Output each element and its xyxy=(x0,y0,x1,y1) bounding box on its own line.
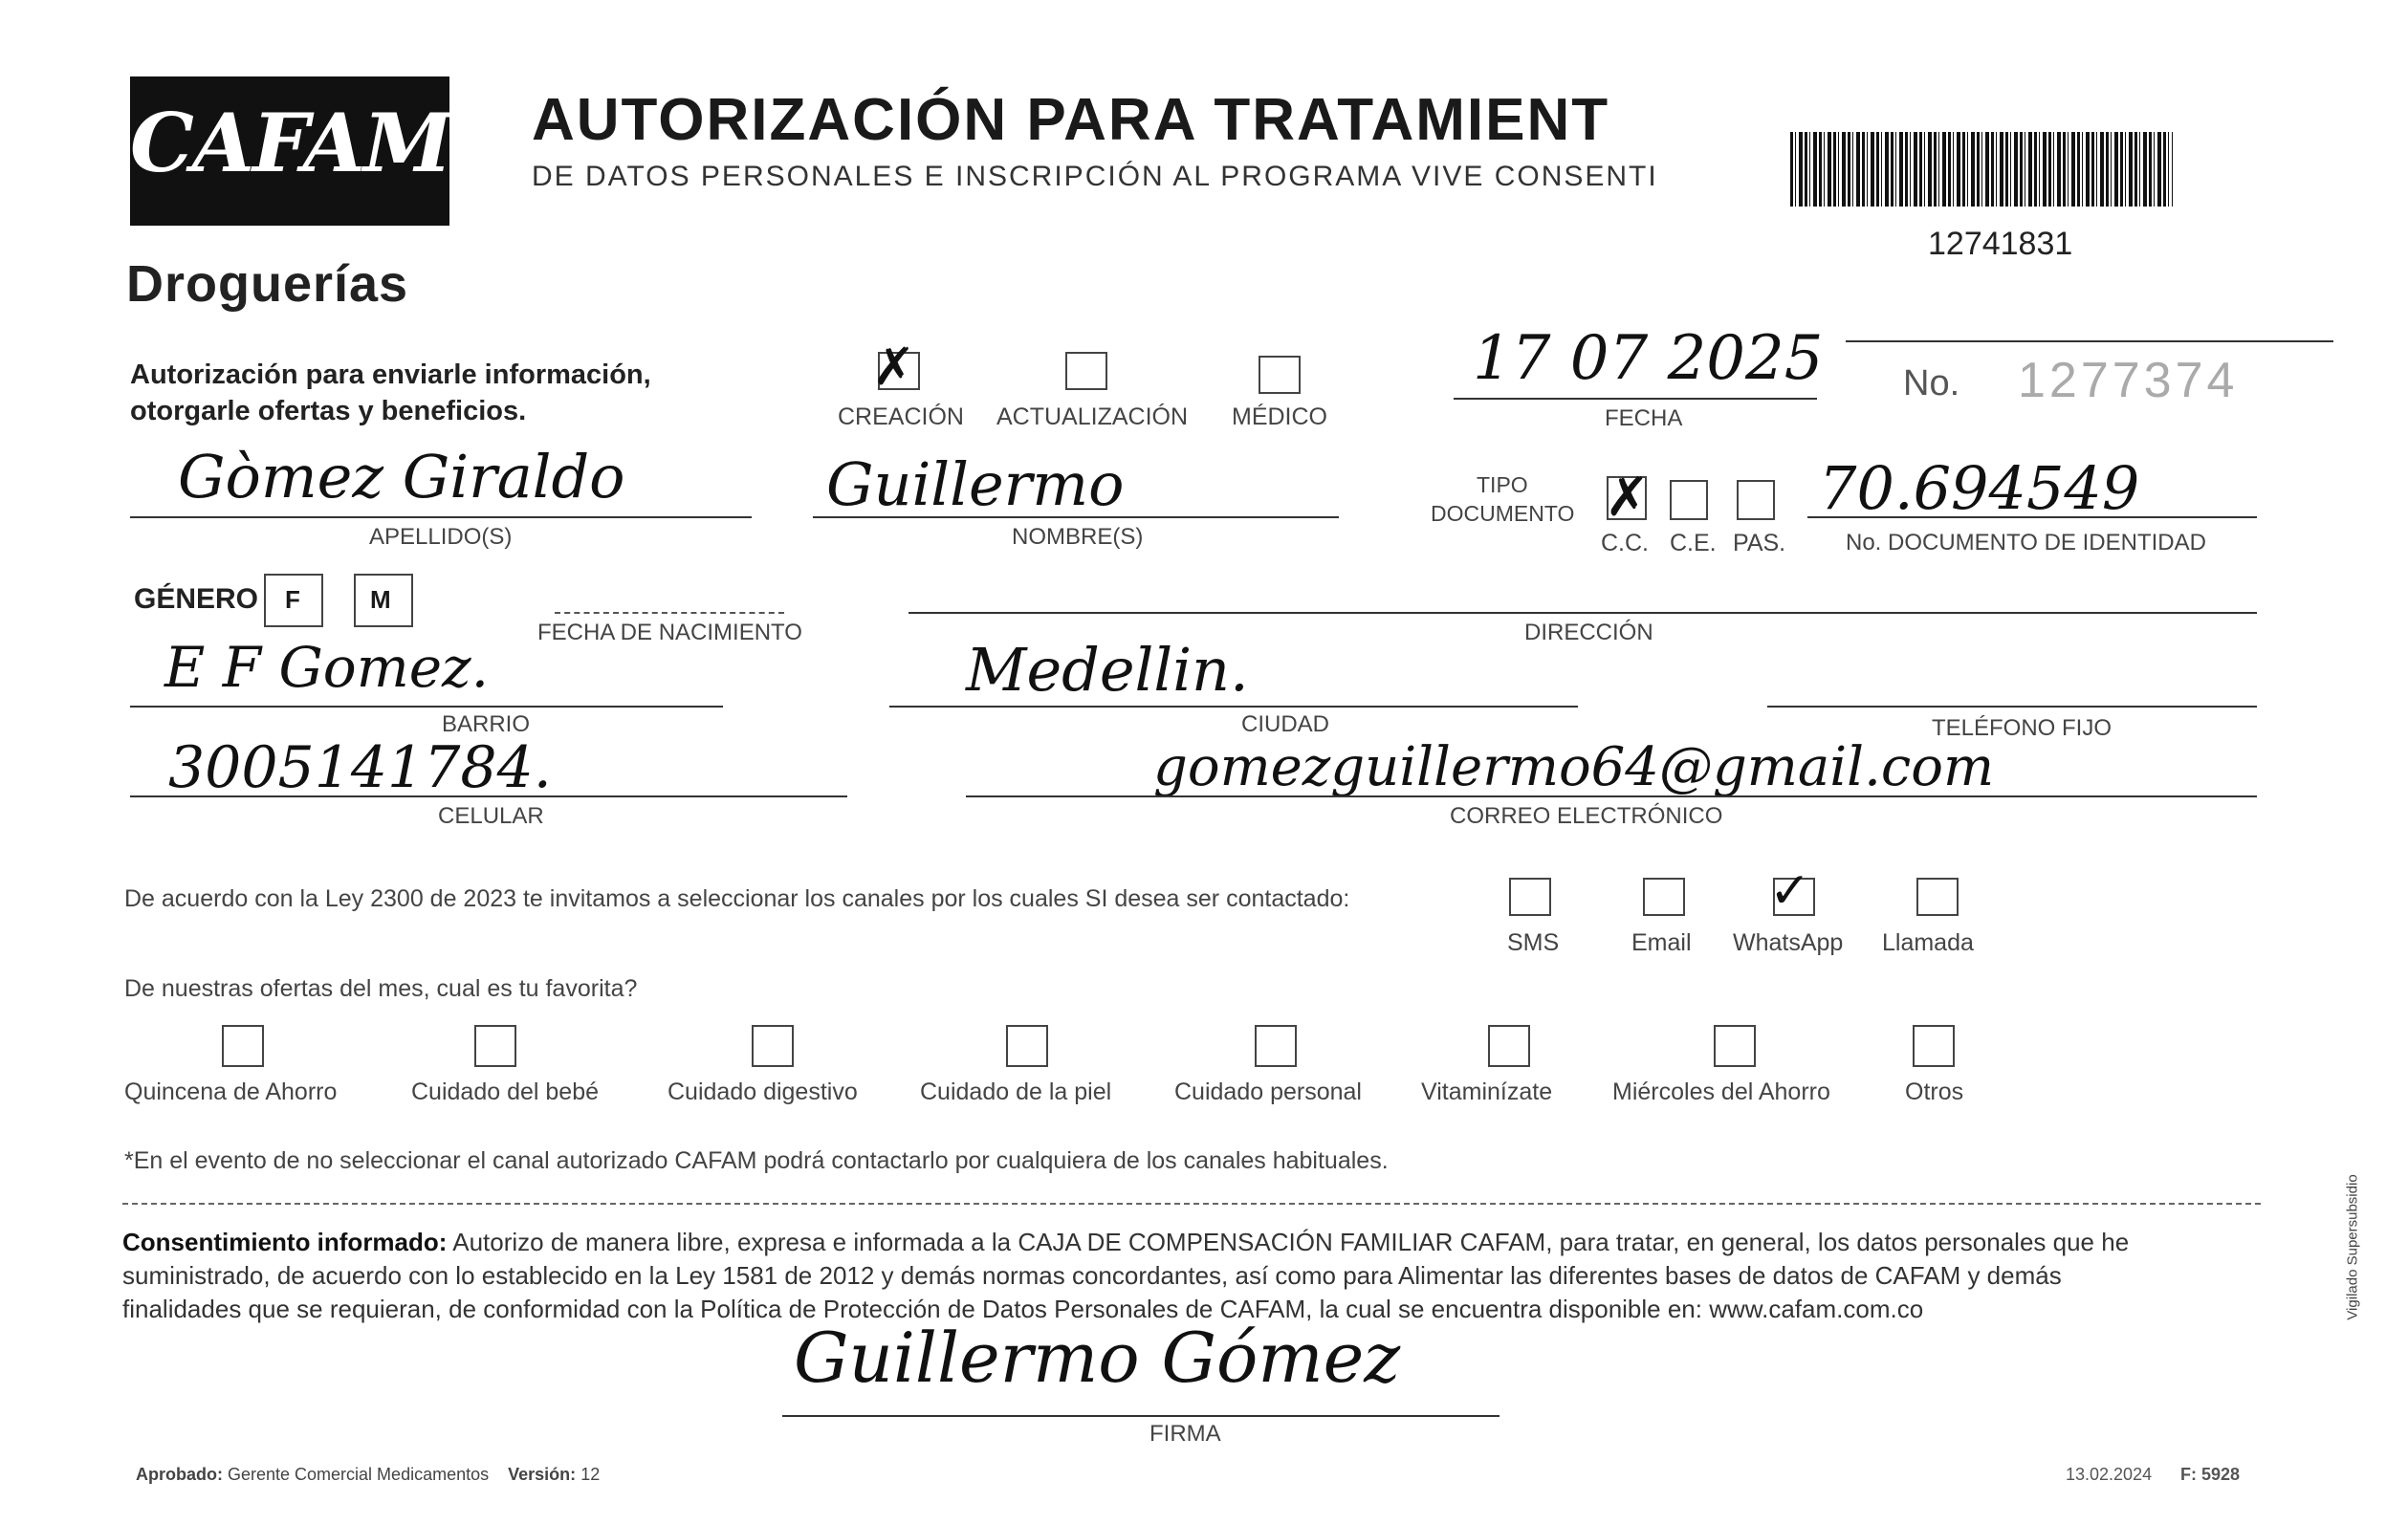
intro-text-line2: otorgarle ofertas y beneficios. xyxy=(130,396,527,426)
supervision-side-text xyxy=(2337,1147,2375,1358)
nombres-underline xyxy=(813,516,1339,518)
offer-vitaminizate-label: Vitaminízate xyxy=(1421,1078,1553,1105)
offer-digestivo-label: Cuidado digestivo xyxy=(668,1078,858,1105)
channel-note: *En el evento de no seleccionar el canal autorizado CAFAM podrá contactarlo por cualquiera de los canales habituales. xyxy=(124,1147,1389,1174)
barcode xyxy=(1790,132,2173,207)
offer-quincena-label: Quincena de Ahorro xyxy=(124,1078,338,1105)
footer-code: F: 5928 xyxy=(2180,1465,2241,1484)
apellidos-underline xyxy=(130,516,752,518)
documento-label: No. DOCUMENTO DE IDENTIDAD xyxy=(1846,530,2206,556)
date-value[interactable]: 17 07 2025 xyxy=(1473,323,1824,394)
fecha-nacimiento-label: FECHA DE NACIMIENTO xyxy=(537,620,802,645)
genero-m-label: M xyxy=(370,585,391,614)
ciudad-label: CIUDAD xyxy=(1241,711,1330,737)
direccion-label: DIRECCIÓN xyxy=(1524,620,1653,645)
telefono-fijo-label: TELÉFONO FIJO xyxy=(1932,715,2112,741)
pas-label: PAS. xyxy=(1733,530,1786,556)
ce-label: C.E. xyxy=(1670,530,1717,556)
correo-underline xyxy=(966,795,2257,797)
barrio-label: BARRIO xyxy=(442,711,531,737)
documento-underline xyxy=(1807,516,2257,518)
llamada-label: Llamada xyxy=(1882,929,1974,956)
ciudad-value[interactable]: Medellin. xyxy=(966,635,1249,705)
divider xyxy=(122,1203,2261,1205)
date-underline xyxy=(1454,398,1817,400)
cc-label: C.C. xyxy=(1601,530,1649,556)
offer-vitaminizate-checkbox[interactable] xyxy=(1488,1025,1530,1067)
offer-piel-checkbox[interactable] xyxy=(1006,1025,1048,1067)
documento-value[interactable]: 70.694549 xyxy=(1819,453,2140,523)
signature-underline xyxy=(782,1415,1500,1417)
celular-underline xyxy=(130,795,847,797)
whatsapp-label: WhatsApp xyxy=(1733,929,1844,956)
creacion-label: CREACIÓN xyxy=(838,403,964,430)
celular-label: CELULAR xyxy=(438,803,544,829)
offer-personal-checkbox[interactable] xyxy=(1255,1025,1297,1067)
number-value: 1277374 xyxy=(2018,353,2239,408)
nombres-label: NOMBRE(S) xyxy=(1012,524,1144,550)
ciudad-underline xyxy=(889,706,1578,708)
supervision-side-label: Vigilado Supersubsidio xyxy=(2344,1174,2361,1320)
telefono-fijo-underline xyxy=(1767,706,2257,708)
offer-bebe-checkbox[interactable] xyxy=(474,1025,516,1067)
cc-check-mark: ✗ xyxy=(1605,467,1650,529)
offer-bebe-label: Cuidado del bebé xyxy=(411,1078,599,1105)
form-title: AUTORIZACIÓN PARA TRATAMIENT xyxy=(532,87,1610,153)
signature-value[interactable]: Guillermo Gómez xyxy=(794,1318,1401,1398)
genero-f-label: F xyxy=(285,585,300,614)
footer-aprobado xyxy=(136,1465,600,1485)
form-subtitle: DE DATOS PERSONALES E INSCRIPCIÓN AL PROGRAMA VIVE CONSENTI xyxy=(532,161,1658,192)
signature-label: FIRMA xyxy=(1149,1421,1221,1447)
offer-piel-label: Cuidado de la piel xyxy=(920,1078,1112,1105)
number-underline xyxy=(1846,340,2333,342)
consent-line3: finalidades que se requieran, de conformidad con la Política de Protección de Datos Personales de CAFAM, la cual se encuentra disponible en: www.cafam.com.co xyxy=(122,1295,1924,1323)
medico-checkbox[interactable] xyxy=(1259,356,1301,394)
footer-aprobado-value: Gerente Comercial Medicamentos xyxy=(228,1465,490,1484)
creacion-check-mark: ✗ xyxy=(872,337,916,397)
consent-line1: Autorizo de manera libre, expresa e informada a la CAJA DE COMPENSACIÓN FAMILIAR CAFAM, para tratar, en general, los datos personales que he xyxy=(452,1228,2130,1256)
sms-checkbox[interactable] xyxy=(1509,878,1551,916)
cafam-logo xyxy=(130,76,449,226)
celular-value[interactable]: 3005141784. xyxy=(168,734,552,801)
logo-subtitle: Droguerías xyxy=(126,255,409,313)
correo-value[interactable]: gomezguillermo64@gmail.com xyxy=(1153,736,1995,798)
offer-miercoles-label: Miércoles del Ahorro xyxy=(1612,1078,1830,1105)
medico-label: MÉDICO xyxy=(1232,403,1327,430)
pas-checkbox[interactable] xyxy=(1737,480,1775,520)
genero-label: GÉNERO xyxy=(134,583,259,615)
offer-otros-label: Otros xyxy=(1905,1078,1964,1105)
actualizacion-label: ACTUALIZACIÓN xyxy=(996,403,1189,430)
nombres-value[interactable]: Guillermo xyxy=(826,449,1125,519)
offer-personal-label: Cuidado personal xyxy=(1174,1078,1362,1105)
tipo-doc-label-line1: TIPO xyxy=(1477,472,1528,497)
intro-text-line1: Autorización para enviarle información, xyxy=(130,359,651,390)
consent-line2: suministrado, de acuerdo con lo establecido en la Ley 1581 de 2012 y demás normas concordantes, así como para Alimentar las diferentes bases de datos de CAFAM y demás xyxy=(122,1261,2062,1290)
footer-date: 13.02.2024 xyxy=(2066,1465,2153,1484)
ce-checkbox[interactable] xyxy=(1670,480,1708,520)
offer-quincena-checkbox[interactable] xyxy=(222,1025,264,1067)
fecha-nacimiento-underline xyxy=(555,612,784,614)
offers-question: De nuestras ofertas del mes, cual es tu favorita? xyxy=(124,975,638,1002)
footer-version-value: 12 xyxy=(580,1465,601,1484)
email-label: Email xyxy=(1631,929,1692,956)
barrio-underline xyxy=(130,706,723,708)
apellidos-value[interactable]: Gòmez Giraldo xyxy=(178,442,625,512)
correo-label: CORREO ELECTRÓNICO xyxy=(1450,803,1723,829)
tipo-doc-label-line2: DOCUMENTO xyxy=(1431,501,1575,526)
footer-aprobado-label: Aprobado: xyxy=(136,1465,223,1484)
email-checkbox[interactable] xyxy=(1643,878,1685,916)
number-label: No. xyxy=(1903,363,1960,403)
barrio-value[interactable]: E F Gomez. xyxy=(164,635,490,700)
apellidos-label: APELLIDO(S) xyxy=(369,524,513,550)
direccion-underline xyxy=(908,612,2257,614)
offer-digestivo-checkbox[interactable] xyxy=(752,1025,794,1067)
consent-paragraph xyxy=(122,1226,2265,1326)
channels-question: De acuerdo con la Ley 2300 de 2023 te invitamos a seleccionar los canales por los cuales SI desea ser contactado: xyxy=(124,885,1350,912)
date-label: FECHA xyxy=(1605,405,1683,431)
offer-otros-checkbox[interactable] xyxy=(1913,1025,1955,1067)
logo-text: CAFAM xyxy=(130,96,450,190)
whatsapp-check-mark: ✓ xyxy=(1769,862,1811,920)
actualizacion-checkbox[interactable] xyxy=(1065,352,1107,390)
llamada-checkbox[interactable] xyxy=(1916,878,1959,916)
footer-version-label: Versión: xyxy=(508,1465,577,1484)
consent-heading: Consentimiento informado: xyxy=(122,1228,448,1256)
sms-label: SMS xyxy=(1507,929,1560,956)
offer-miercoles-checkbox[interactable] xyxy=(1714,1025,1756,1067)
barcode-number: 12741831 xyxy=(1928,226,2073,262)
